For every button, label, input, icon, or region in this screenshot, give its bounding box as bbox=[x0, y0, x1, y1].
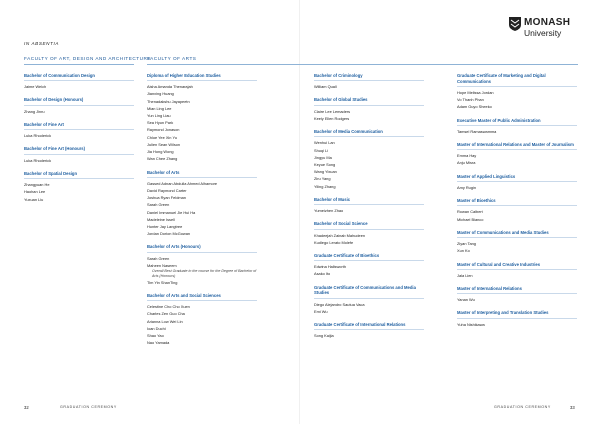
graduate-name: Thenadakshu Jayapeetn bbox=[147, 98, 190, 104]
degree-block bbox=[24, 146, 134, 163]
degree-block bbox=[147, 170, 257, 238]
page-number-left: 32 bbox=[24, 405, 29, 410]
graduate-name: Jingyu Ma bbox=[314, 154, 332, 160]
graduate-name: Amy Rugin bbox=[457, 184, 477, 190]
degree-block bbox=[457, 174, 577, 191]
graduate-name: Sarah Green bbox=[147, 255, 170, 261]
graduate-name: Hunter Jay Langtree bbox=[147, 223, 183, 229]
logo-word-monash: MONASH bbox=[524, 17, 571, 28]
page-number-right: 33 bbox=[570, 405, 575, 410]
degree-block bbox=[457, 286, 577, 303]
column-1 bbox=[24, 73, 134, 210]
graduate-name: Jia Hong Wong bbox=[147, 149, 174, 155]
degree-block bbox=[457, 118, 577, 135]
graduate-name: Kudlego Lerato Molefe bbox=[314, 239, 354, 245]
graduate-name: Yanan Wu bbox=[457, 297, 475, 303]
graduate-name: Wenhui Lan bbox=[314, 140, 335, 146]
graduate-name: Yun Ling Liau bbox=[147, 113, 171, 119]
faculty-heading-arts: FACULTY OF ARTS bbox=[147, 56, 197, 61]
graduate-name: Anju Misra bbox=[457, 160, 476, 166]
graduate-name: Luka Rhoderick bbox=[24, 133, 52, 139]
graduate-name: Song Kaijia bbox=[314, 333, 334, 339]
column-4 bbox=[457, 73, 577, 335]
degree-block bbox=[314, 129, 424, 190]
degree-title: Master of Applied Linguistics bbox=[457, 174, 577, 182]
degree-block bbox=[457, 198, 577, 223]
degree-title: Master of Communications and Media Studies bbox=[457, 230, 577, 238]
graduate-name: Adam Guyo Sheeko bbox=[457, 104, 492, 110]
graduate-name: Aisha Amanda Thenarajah bbox=[147, 84, 193, 90]
column-3 bbox=[314, 73, 424, 346]
degree-title: Graduate Certificate of Bioethics bbox=[314, 253, 424, 261]
degree-title: Bachelor of Fine Art (Honours) bbox=[24, 146, 134, 154]
graduate-name: Vo Thanh Phan bbox=[457, 97, 484, 103]
degree-block bbox=[457, 310, 577, 327]
graduate-name: Rowan Calbert bbox=[457, 209, 483, 215]
graduate-name: Yuxuan Liu bbox=[24, 196, 44, 202]
in-absentia-heading: IN ABSENTIA bbox=[24, 41, 60, 46]
graduate-name: Gassed Adnan Abdulla Ahmed Alhamore bbox=[147, 180, 218, 186]
graduate-name: Shao Yao bbox=[147, 332, 164, 338]
graduate-name: Chloe Yee Xin Yu bbox=[147, 134, 177, 140]
degree-title: Bachelor of Music bbox=[314, 197, 424, 205]
graduate-name: Nao Yamada bbox=[147, 340, 170, 346]
graduate-name: Hope Melissa Jordan bbox=[457, 89, 494, 95]
graduate-name: Jianxing Huang bbox=[147, 91, 174, 97]
graduate-name: Yuha Nishikawa bbox=[457, 321, 485, 327]
graduate-name: Luka Rhoderick bbox=[24, 157, 52, 163]
degree-title: Bachelor of Arts bbox=[147, 170, 257, 178]
shield-crest-icon bbox=[509, 17, 521, 31]
degree-title: Bachelor of Social Science bbox=[314, 221, 424, 229]
graduate-name: Diego Alejandro Sautua Vaca bbox=[314, 301, 365, 307]
graduate-name: Ioan Duchi bbox=[147, 325, 166, 331]
degree-title: Graduate Certificate of Communications and Media Studies bbox=[314, 285, 424, 299]
graduate-name: Madeleine Issell bbox=[147, 216, 175, 222]
graduate-name: Charles Zen Guo Cha bbox=[147, 311, 185, 317]
graduate-name: Sea Hyun Park bbox=[147, 120, 174, 126]
degree-title: Master of Interpreting and Translation Studies bbox=[457, 310, 577, 318]
graduate-name: Wang Yixuan bbox=[314, 169, 337, 175]
graduate-name: Emi Wu bbox=[314, 308, 328, 314]
degree-block bbox=[24, 97, 134, 114]
monash-logo bbox=[509, 17, 577, 41]
graduate-name: Julien Sean Wilson bbox=[147, 141, 181, 147]
degree-block bbox=[314, 221, 424, 246]
degree-block bbox=[314, 197, 424, 214]
footer-text-right: GRADUATION CEREMONY bbox=[494, 405, 551, 409]
logo-word-university: University bbox=[524, 28, 562, 38]
graduate-name: Wan Chee Zhang bbox=[147, 156, 178, 162]
graduate-name: Maheen Naseem bbox=[147, 262, 177, 268]
graduate-name: Tamsel Ramaswamma bbox=[457, 128, 497, 134]
graduate-name: Jordan Dorion McGowan bbox=[147, 231, 191, 237]
degree-title: Bachelor of Spatial Design bbox=[24, 171, 134, 179]
graduate-name: Joshua Ryan Feldman bbox=[147, 195, 186, 201]
degree-block bbox=[147, 293, 257, 346]
degree-block bbox=[314, 322, 424, 339]
graduate-name: Arianna Low Wei Lin bbox=[147, 318, 183, 324]
degree-title: Bachelor of Communication Design bbox=[24, 73, 134, 81]
degree-block bbox=[314, 253, 424, 278]
degree-block bbox=[457, 73, 577, 111]
degree-title: Bachelor of Arts (Honours) bbox=[147, 244, 257, 252]
graduate-name: Sarah Green bbox=[147, 202, 170, 208]
graduate-name: Ziru Yang bbox=[314, 176, 331, 182]
degree-title: Graduate Certificate of International Relations bbox=[314, 322, 424, 330]
graduate-name: Asako Ito bbox=[314, 271, 331, 277]
degree-title: Diploma of Higher Education Studies bbox=[147, 73, 257, 81]
graduate-name: Tim Yin ShanTing bbox=[147, 279, 178, 285]
graduate-name: Xun Ko bbox=[457, 248, 470, 254]
degree-block bbox=[24, 122, 134, 139]
faculty-rule-arts bbox=[147, 64, 578, 65]
degree-title: Master of Cultural and Creative Industries bbox=[457, 262, 577, 270]
graduate-name: Ziyan Tang bbox=[457, 241, 476, 247]
graduate-name: Claire Lee Lemaders bbox=[314, 108, 351, 114]
graduate-name: Daniel Immanuel Jie Hui Ha bbox=[147, 209, 196, 215]
degree-title: Graduate Certificate of Marketing and Digital Communications bbox=[457, 73, 577, 87]
graduate-name: David Raymond Carter bbox=[147, 187, 187, 193]
degree-title: Master of Bioethics bbox=[457, 198, 577, 206]
degree-title: Bachelor of Design (Honours) bbox=[24, 97, 134, 105]
degree-title: Bachelor of Criminology bbox=[314, 73, 424, 81]
degree-block bbox=[457, 230, 577, 255]
graduate-name: Zhangyuan He bbox=[24, 182, 50, 188]
degree-title: Master of International Relations and Master of Journalism bbox=[457, 142, 577, 150]
column-2 bbox=[147, 73, 257, 353]
graduate-name: Celestine Cho Cho Xuen bbox=[147, 304, 190, 310]
graduate-name: Keyue Song bbox=[314, 162, 336, 168]
award-note: Overall Best Graduate in the course for the Degree of Bachelor of Arts (Honours) bbox=[152, 269, 257, 278]
graduate-name: Mian Ling Lee bbox=[147, 105, 172, 111]
degree-block bbox=[457, 142, 577, 167]
graduate-name: Jala Lien bbox=[457, 272, 473, 278]
degree-title: Bachelor of Fine Art bbox=[24, 122, 134, 130]
faculty-rule-ada bbox=[24, 64, 134, 65]
degree-block bbox=[24, 73, 134, 90]
degree-title: Executive Master of Public Administration bbox=[457, 118, 577, 126]
graduate-name: Shuqi Li bbox=[314, 147, 329, 153]
degree-block bbox=[147, 244, 257, 285]
graduate-name: Yumeizhen Zhao bbox=[314, 208, 344, 214]
graduate-name: Emma Hay bbox=[457, 153, 477, 159]
degree-title: Bachelor of Media Communication bbox=[314, 129, 424, 137]
graduate-name: William Quall bbox=[314, 84, 337, 90]
footer-text-left: GRADUATION CEREMONY bbox=[60, 405, 117, 409]
degree-title: Master of International Relations bbox=[457, 286, 577, 294]
degree-block bbox=[147, 73, 257, 163]
graduate-name: Raymond Jonason bbox=[147, 127, 180, 133]
degree-block bbox=[314, 73, 424, 90]
faculty-heading-ada: FACULTY OF ART, DESIGN AND ARCHITECTURE bbox=[24, 56, 152, 61]
degree-block bbox=[314, 97, 424, 122]
degree-title: Bachelor of Arts and Social Sciences bbox=[147, 293, 257, 301]
degree-block bbox=[457, 262, 577, 279]
graduate-name: Jaime Welch bbox=[24, 84, 47, 90]
graduate-name: Michael Bianco bbox=[457, 216, 484, 222]
graduate-name: Haohan Lee bbox=[24, 189, 46, 195]
graduate-name: Zhang Jinru bbox=[24, 108, 45, 114]
graduate-name: Yiling Zhang bbox=[314, 183, 336, 189]
graduate-name: Khadeejah Zainab Mahudeen bbox=[314, 232, 366, 238]
graduate-name: Keely Ellen Rodgers bbox=[314, 115, 350, 121]
graduate-name: Edwina Hallsworth bbox=[314, 264, 347, 270]
degree-block bbox=[24, 171, 134, 203]
degree-block bbox=[314, 285, 424, 315]
degree-title: Bachelor of Global Studies bbox=[314, 97, 424, 105]
